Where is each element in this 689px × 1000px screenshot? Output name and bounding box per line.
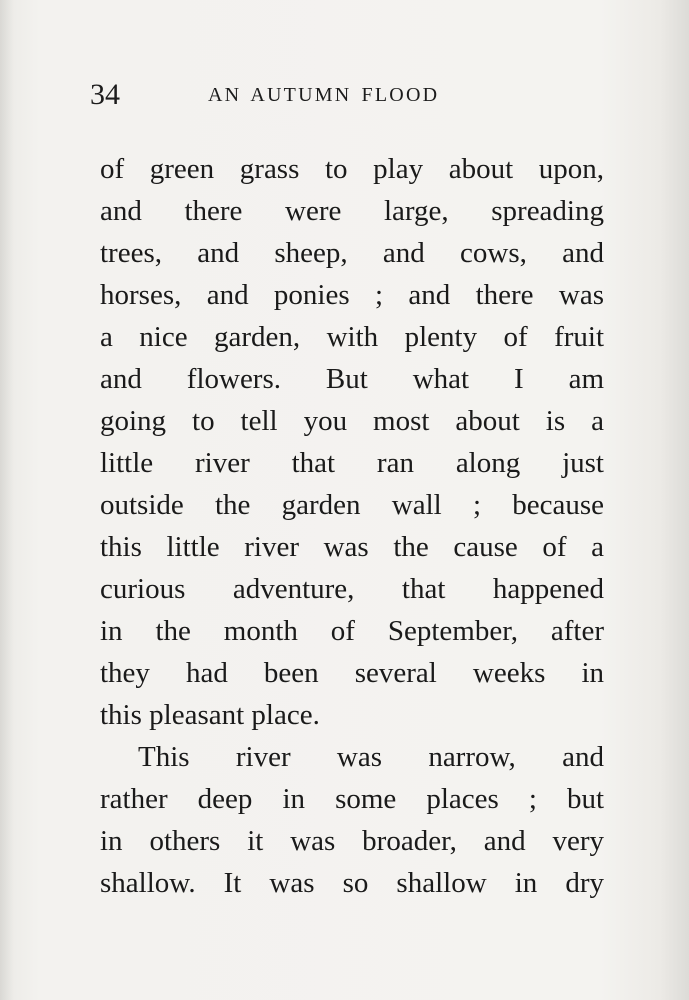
page-number: 34 [90, 78, 120, 111]
running-title: AN AUTUMN FLOOD [208, 84, 440, 106]
page-header [0, 78, 689, 112]
text-line: and there were large, spreading [100, 195, 604, 227]
text-line: this little river was the cause of a [100, 531, 604, 563]
text-line: a nice garden, with plenty of fruit [100, 321, 604, 353]
text-line: in the month of September, after [100, 615, 604, 647]
text-line: of green grass to play about upon, [100, 153, 604, 185]
text-line: little river that ran along just [100, 447, 604, 479]
text-line: shallow. It was so shallow in dry [100, 867, 604, 899]
text-line: outside the garden wall ; because [100, 489, 604, 521]
text-line: going to tell you most about is a [100, 405, 604, 437]
text-line: this pleasant place. [100, 699, 320, 731]
text-line: in others it was broader, and very [100, 825, 604, 857]
text-line: curious adventure, that happened [100, 573, 604, 605]
text-line: horses, and ponies ; and there was [100, 279, 604, 311]
paragraph-1 [100, 148, 604, 736]
text-line: they had been several weeks in [100, 657, 604, 689]
body-text [100, 148, 604, 904]
text-line: trees, and sheep, and cows, and [100, 237, 604, 269]
text-line: This river was narrow, and [138, 741, 604, 773]
text-line: and flowers. But what I am [100, 363, 604, 395]
text-line: rather deep in some places ; but [100, 783, 604, 815]
paragraph-2 [100, 736, 604, 904]
